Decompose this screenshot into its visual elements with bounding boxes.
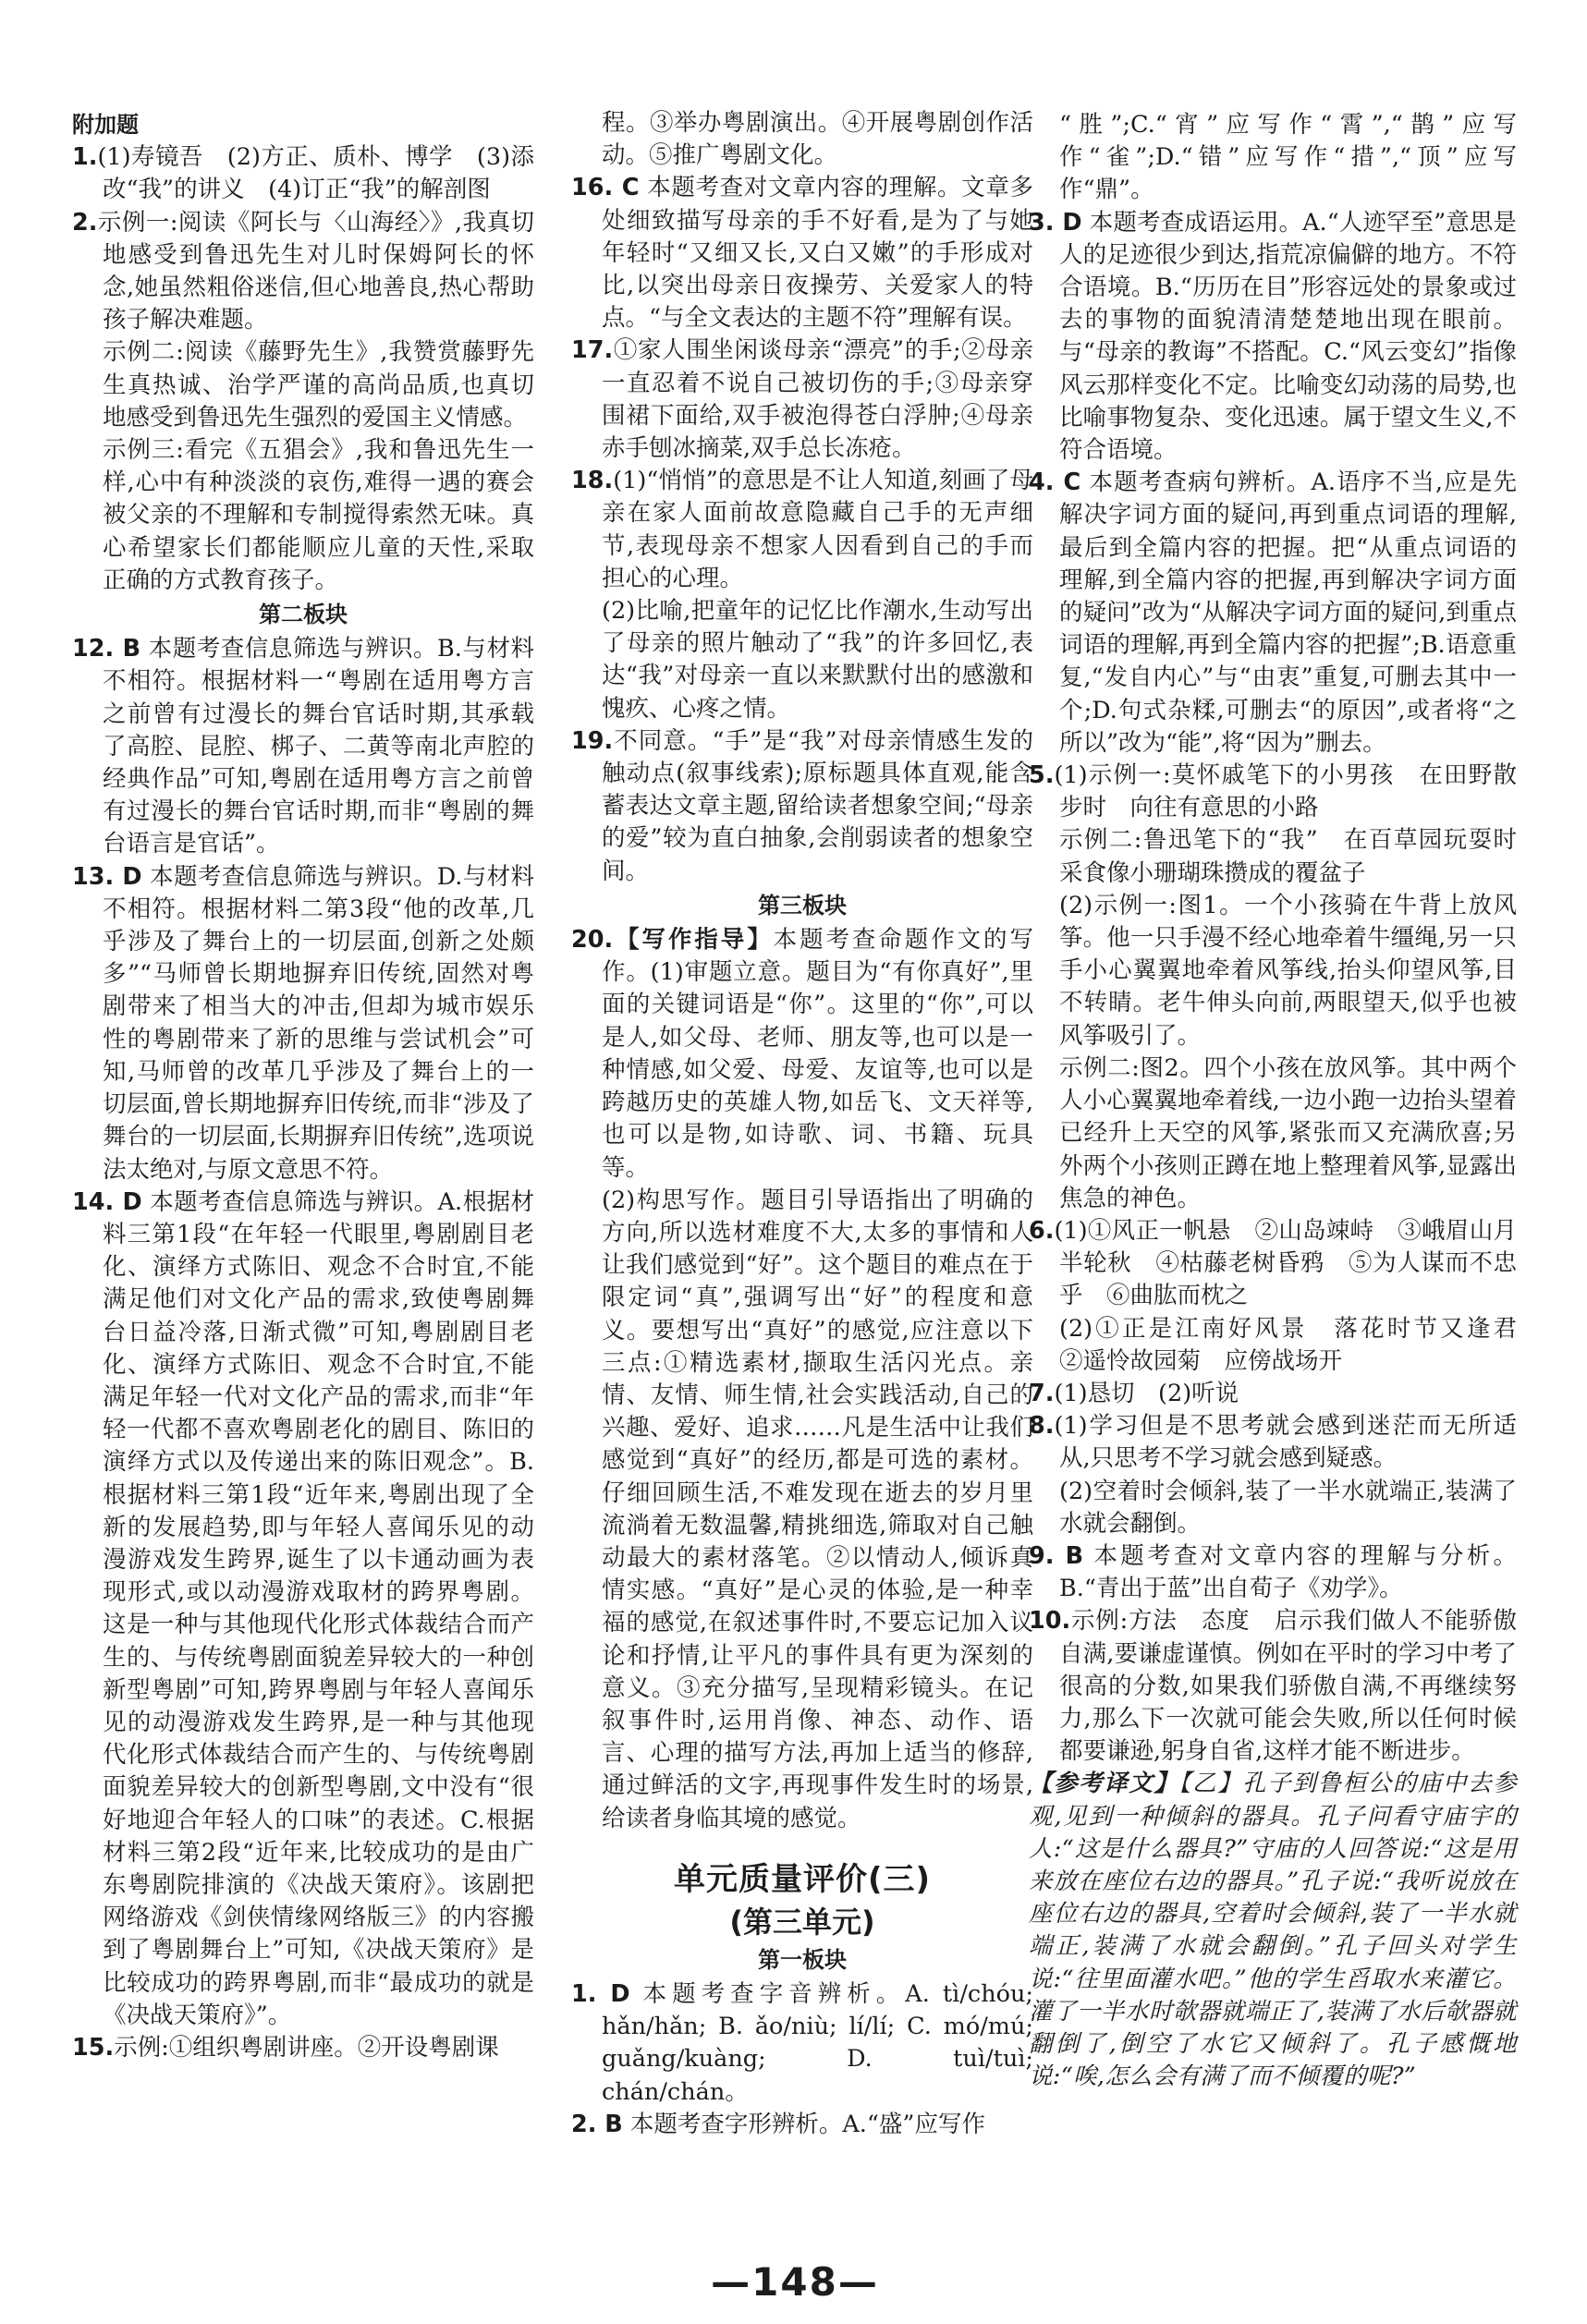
answer-item-1 <box>72 141 534 206</box>
column-left <box>72 109 534 2064</box>
item-number: 14. D <box>72 1187 142 1216</box>
item-number: 9. B <box>1029 1541 1084 1570</box>
item-text: 本题考查字形辨析。A.“盛”应写作 <box>629 2110 985 2138</box>
unit-answer-2-continued: “胜”;C.“宵”应写作“霄”,“鹊”应写作“雀”;D.“错”应写作“措”,“顶”应写作“鼎”。 <box>1059 111 1517 204</box>
item-number: 13. D <box>72 862 142 891</box>
item-text: 本题考查信息筛选与辨识。B.与材料不相符。根据材料一“粤剧在适用粤方言之前曾有过漫长的舞台官话时期,其承载了高腔、昆腔、梆子、二黄等南北声腔的经典作品”可知,粤剧在适用粤方言之前曾有过漫长的舞台官话时期,而非“粤剧的舞台语言是官话”。 <box>103 635 534 858</box>
block-title-2: 第二板块 <box>259 602 348 628</box>
answer-item-15 <box>72 2032 534 2064</box>
answer-item-12 <box>72 633 534 860</box>
block-title-1: 第一板块 <box>758 1946 847 1973</box>
item-number: 5. <box>1029 761 1055 790</box>
item-number: 15. <box>72 2033 115 2062</box>
unit-title: 单元质量评价(三) <box>673 1860 932 1898</box>
item-number: 2. <box>72 208 98 237</box>
item-text: 本题考查对文章内容的理解与分析。B.“青出于蓝”出自荀子《劝学》。 <box>1059 1541 1517 1603</box>
answer-15-continued: 程。③举办粤剧演出。④开展粤剧创作活动。⑤推广粤剧文化。 <box>602 109 1033 170</box>
answer-item-14 <box>72 1186 534 2032</box>
item-number: 3. D <box>1029 208 1082 237</box>
unit-answer-item-4 <box>1029 467 1517 760</box>
unit-answer-item-9 <box>1029 1540 1517 1605</box>
unit-answer-item-7 <box>1029 1378 1517 1410</box>
item-text: (1)恳切 (2)听说 <box>1054 1379 1239 1407</box>
section-title-appendix: 附加题 <box>72 112 139 138</box>
item-number: 19. <box>571 726 614 755</box>
unit-answer-5-part-2-example-2: 示例二:图2。四个小孩在放风筝。其中两个人小心翼翼地牵着线,一边小跑一边抬头望着已经升上天空的风筝,紧张而又充满欣喜;另外两个小孩则正蹲在地上整理着风筝,显露出焦急的神色。 <box>1059 1053 1517 1212</box>
item-number: 20. <box>571 926 614 955</box>
item-number: 8. <box>1029 1412 1055 1441</box>
answer-item-13 <box>72 861 534 1186</box>
answer-2-example-3: 示例三:看完《五猖会》,我和鲁迅先生一样,心中有种淡淡的哀伤,难得一遇的赛会被父亲的不理解和专制搅得索然无味。真心希望家长们都能顺应儿童的天性,采取正确的方式教育孩子。 <box>103 436 534 594</box>
item-text: 示例:①组织粤剧讲座。②开设粤剧课 <box>114 2033 499 2062</box>
writing-guide-tag: 【写作指导】 <box>613 926 774 955</box>
item-text: 本题考查字音辨析。A. tì/chóu; hǎn/hǎn; B. ǎo/niù; lí/lí; C. mó/mú; guǎng/kuàng; D. tuì/tuì; chán/chán。 <box>602 1979 1033 2106</box>
answer-item-16 <box>571 172 1033 335</box>
item-number: 4. C <box>1029 468 1081 497</box>
item-text: (1)寿镜吾 (2)方正、质朴、博学 (3)添改“我”的讲义 (4)订正“我”的解剖图 <box>97 143 534 204</box>
item-text: 本题考查成语运用。A.“人迹罕至”意思是人的足迹很少到达,指荒凉偏僻的地方。不符合语境。B.“历历在目”形容远处的景象或过去的事物的面貌清清楚楚地出现在眼前。与“母亲的教诲”不搭配。C.“风云变幻”指像风云那样变化不定。比喻变幻动荡的局势,也比喻事物复杂、变化迅速。属于望文生义,不符合语境。 <box>1059 208 1517 465</box>
unit-answer-item-1 <box>571 1978 1033 2109</box>
page-number: —148— <box>711 2259 879 2305</box>
reference-translation-tag: 【参考译文】 <box>1029 1770 1179 1798</box>
column-middle <box>571 107 1033 2141</box>
item-number: 17. <box>571 336 614 365</box>
item-text: 本题考查信息筛选与辨识。D.与材料不相符。根据材料二第3段“他的改革,几乎涉及了舞台上的一切层面,创新之处颇多”“马师曾长期地摒弃旧传统,固然对粤剧带来了相当大的冲击,但却为城市娱乐性的粤剧带来了新的思维与尝试机会”可知,马师曾的改革几乎涉及了舞台上的一切层面,曾长期地摒弃旧传统,而非“涉及了舞台的一切层面,长期摒弃旧传统”,选项说法太绝对,与原文意思不符。 <box>103 862 535 1184</box>
item-number: 1. D <box>571 1979 630 2008</box>
answer-item-2 <box>72 207 534 337</box>
reference-translation-text: 【乙】孔子到鲁桓公的庙中去参观,见到一种倾斜的器具。孔子问看守庙宇的人:“这是什么器具?”守庙的人回答说:“这是用来放在座位右边的器具。”孔子说:“我听说放在座位右边的器具,空着时会倾斜,装了一半水就端正,装满了水就会翻倒。”孔子回头对学生说:“往里面灌水吧。”他的学生舀取水来灌它。灌了一半水时欹器就端正了,装满了水后欹器就翻倒了,倒空了水它又倾斜了。孔子感慨地说:“唉,怎么会有满了而不倾覆的呢?” <box>1029 1770 1517 2091</box>
reference-translation <box>1029 1768 1517 2093</box>
unit-answer-item-3 <box>1029 207 1517 468</box>
item-text: 示例一:阅读《阿长与〈山海经〉》,我真切地感受到鲁迅先生对儿时保姆阿长的怀念,她虽然粗俗迷信,但心地善良,热心帮助孩子解决难题。 <box>97 208 534 335</box>
unit-answer-5-example-2: 示例二:鲁迅笔下的“我” 在百草园玩耍时 采食像小珊瑚珠攒成的覆盆子 <box>1059 826 1541 887</box>
unit-answer-item-8 <box>1029 1410 1517 1475</box>
item-text: 示例:方法 态度 启示我们做人不能骄傲自满,要谦虚谨慎。例如在平时的学习中考了很高的分数,如果我们骄傲自满,不再继续努力,那么下一次就可能会失败,所以任何时候都要谦逊,躬身自省,这样才能不断进步。 <box>1059 1607 1517 1766</box>
answer-item-20 <box>571 924 1033 1185</box>
answer-item-19 <box>571 725 1033 888</box>
item-number: 16. C <box>571 174 640 202</box>
item-number: 18. <box>571 467 614 495</box>
item-text: 不同意。“手”是“我”对母亲情感生发的触动点(叙事线索);原标题具体直观,能含蓄表达文章主题,留给读者想象空间;“母亲的爱”较为直白抽象,会削弱读者的想象空间。 <box>602 726 1033 885</box>
item-number: 12. B <box>72 635 141 663</box>
item-number: 2. B <box>571 2110 623 2138</box>
unit-answer-item-5 <box>1029 760 1517 824</box>
item-text: 本题考查病句辨析。A.语序不当,应是先解决字词方面的疑问,再到重点词语的理解,最后到全篇内容的把握。把“从重点词语的理解,到全篇内容的把握,再到解决字词方面的疑问”改为“从解决字词方面的疑问,到重点词语的理解,再到全篇内容的把握”;B.语意重复,“发自内心”与“由衷”重复,可删去其中一个;D.句式杂糅,可删去“的原因”,或者将“之所以”改为“能”,将“因为”删去。 <box>1059 468 1517 757</box>
unit-answer-6-part-2: (2)①正是江南好风景 落花时节又逢君 ②遥怜故园菊 应傍战场开 <box>1059 1314 1541 1375</box>
item-text: (1)学习但是不思考就会感到迷茫而无所适从,只思考不学习就会感到疑惑。 <box>1054 1412 1517 1473</box>
unit-answer-item-10 <box>1029 1605 1517 1768</box>
item-number: 7. <box>1029 1379 1055 1407</box>
item-number: 10. <box>1029 1607 1071 1636</box>
unit-answer-8-part-2: (2)空着时会倾斜,装了一半水就端正,装满了水就会翻倒。 <box>1059 1477 1517 1538</box>
unit-answer-5-part-2: (2)示例一:图1。一个小孩骑在牛背上放风筝。他一只手漫不经心地牵着牛缰绳,另一只手小心翼翼地牵着风筝线,抬头仰望风筝,目不转睛。老牛伸头向前,两眼望天,似乎也被风筝吸引了。 <box>1059 891 1517 1050</box>
unit-answer-item-2 <box>571 2109 1033 2141</box>
block-title-3: 第三板块 <box>758 892 847 919</box>
item-text: 本题考查对文章内容的理解。文章多处细致描写母亲的手不好看,是为了与她年轻时“又细又长,又白又嫩”的手形成对比,以突出母亲日夜操劳、关爱家人的特点。“与全文表达的主题不符”理解有误。 <box>602 174 1033 333</box>
item-number: 1. <box>72 143 98 172</box>
answer-item-17 <box>571 335 1033 465</box>
column-right <box>1029 109 1541 2093</box>
item-text: (1)示例一:莫怀戚笔下的小男孩 在田野散步时 向往有意思的小路 <box>1054 761 1517 822</box>
item-text: ①家人围坐闲谈母亲“漂亮”的手;②母亲一直忍着不说自己被切伤的手;③母亲穿围裙下面给,双手被泡得苍白浮肿;④母亲赤手刨冰摘菜,双手总长冻疮。 <box>602 336 1033 463</box>
item-text: 本题考查命题作文的写作。(1)审题立意。题目为“有你真好”,里面的关键词语是“你”。这里的“你”,可以是人,如父母、老师、朋友等,也可以是一种情感,如父爱、母爱、友谊等,也可以是跨越历史的英雄人物,如岳飞、文天祥等,也可以是物,如诗歌、词、书籍、玩具等。 <box>602 926 1033 1182</box>
unit-answer-item-6 <box>1029 1215 1517 1313</box>
answer-20-part-2: (2)构思写作。题目引导语指出了明确的方向,所以选材难度不大,太多的事情和人让我们感觉到“好”。这个题目的难点在于限定词“真”,强调写出“好”的程度和意义。要想写出“真好”的感觉,应注意以下三点:①精选素材,撷取生活闪光点。亲情、友情、师生情,社会实践活动,自己的兴趣、爱好、追求……凡是生活中让我们感觉到“真好”的经历,都是可选的素材。仔细回顾生活,不难发现在逝去的岁月里流淌着无数温馨,精挑细选,筛取对自己触动最大的素材落笔。②以情动人,倾诉真情实感。“真好”是心灵的体验,是一种幸福的感觉,在叙述事件时,不要忘记加入议论和抒情,让平凡的事件具有更为深刻的意义。③充分描写,呈现精彩镜头。在记叙事件时,运用肖像、神态、动作、语言、心理的描写方法,再加上适当的修辞,通过鲜活的文字,再现事件发生时的场景,给读者身临其境的感觉。 <box>602 1186 1033 1832</box>
answer-2-example-2: 示例二:阅读《藤野先生》,我赞赏藤野先生真热诚、治学严谨的高尚品质,也真切地感受到鲁迅先生强烈的爱国主义情感。 <box>103 338 534 432</box>
answer-item-18 <box>571 465 1033 595</box>
item-text: (1)“悄悄”的意思是不让人知道,刻画了母亲在家人面前故意隐藏自己手的无声细节,表现母亲不想家人因看到自己的手而担心的心理。 <box>602 467 1033 592</box>
unit-subtitle: (第三单元) <box>729 1904 875 1940</box>
item-number: 6. <box>1029 1216 1055 1245</box>
item-text: (1)①风正一帆悬 ②山岛竦峙 ③峨眉山月半轮秋 ④枯藤老树昏鸦 ⑤为人谋而不忠乎 ⑥曲肱而枕之 <box>1054 1216 1517 1310</box>
answer-18-part-2: (2)比喻,把童年的记忆比作潮水,生动写出了母亲的照片触动了“我”的许多回忆,表达“我”对母亲一直以来默默付出的感激和愧疚、心疼之情。 <box>602 597 1033 723</box>
item-text: 本题考查信息筛选与辨识。A.根据材料三第1段“在年轻一代眼里,粤剧剧目老化、演绎方式陈旧、观念不合时宜,不能满足他们对文化产品的需求,致使粤剧舞台日益冷落,日渐式微”可知,粤剧剧目老化、演绎方式陈旧、观念不合时宜,不能满足年轻一代对文化产品的需求,而非“年轻一代都不喜欢粤剧老化的剧目、陈旧的演绎方式以及传递出来的陈旧观念”。B.根据材料三第1段“近年来,粤剧出现了全新的发展趋势,即与年轻人喜闻乐见的动漫游戏发生跨界,诞生了以卡通动画为表现形式,或以动漫游戏取材的跨界粤剧。这是一种与其他现代化形式体裁结合而产生的、与传统粤剧面貌差异较大的一种创新型粤剧”可知,跨界粤剧与年轻人喜闻乐见的动漫游戏发生跨界,是一种与其他现代化形式体裁结合而产生的、与传统粤剧面貌差异较大的创新型粤剧,文中没有“很好地迎合年轻人的口味”的表述。C.根据材料三第2段“近年来,比较成功的是由广东粤剧院排演的《决战天策府》。该剧把网络游戏《剑侠情缘网络版三》的内容搬到了粤剧舞台上”可知,《决战天策府》是比较成功的跨界粤剧,而非“最成功的就是《决战天策府》”。 <box>103 1187 534 2029</box>
